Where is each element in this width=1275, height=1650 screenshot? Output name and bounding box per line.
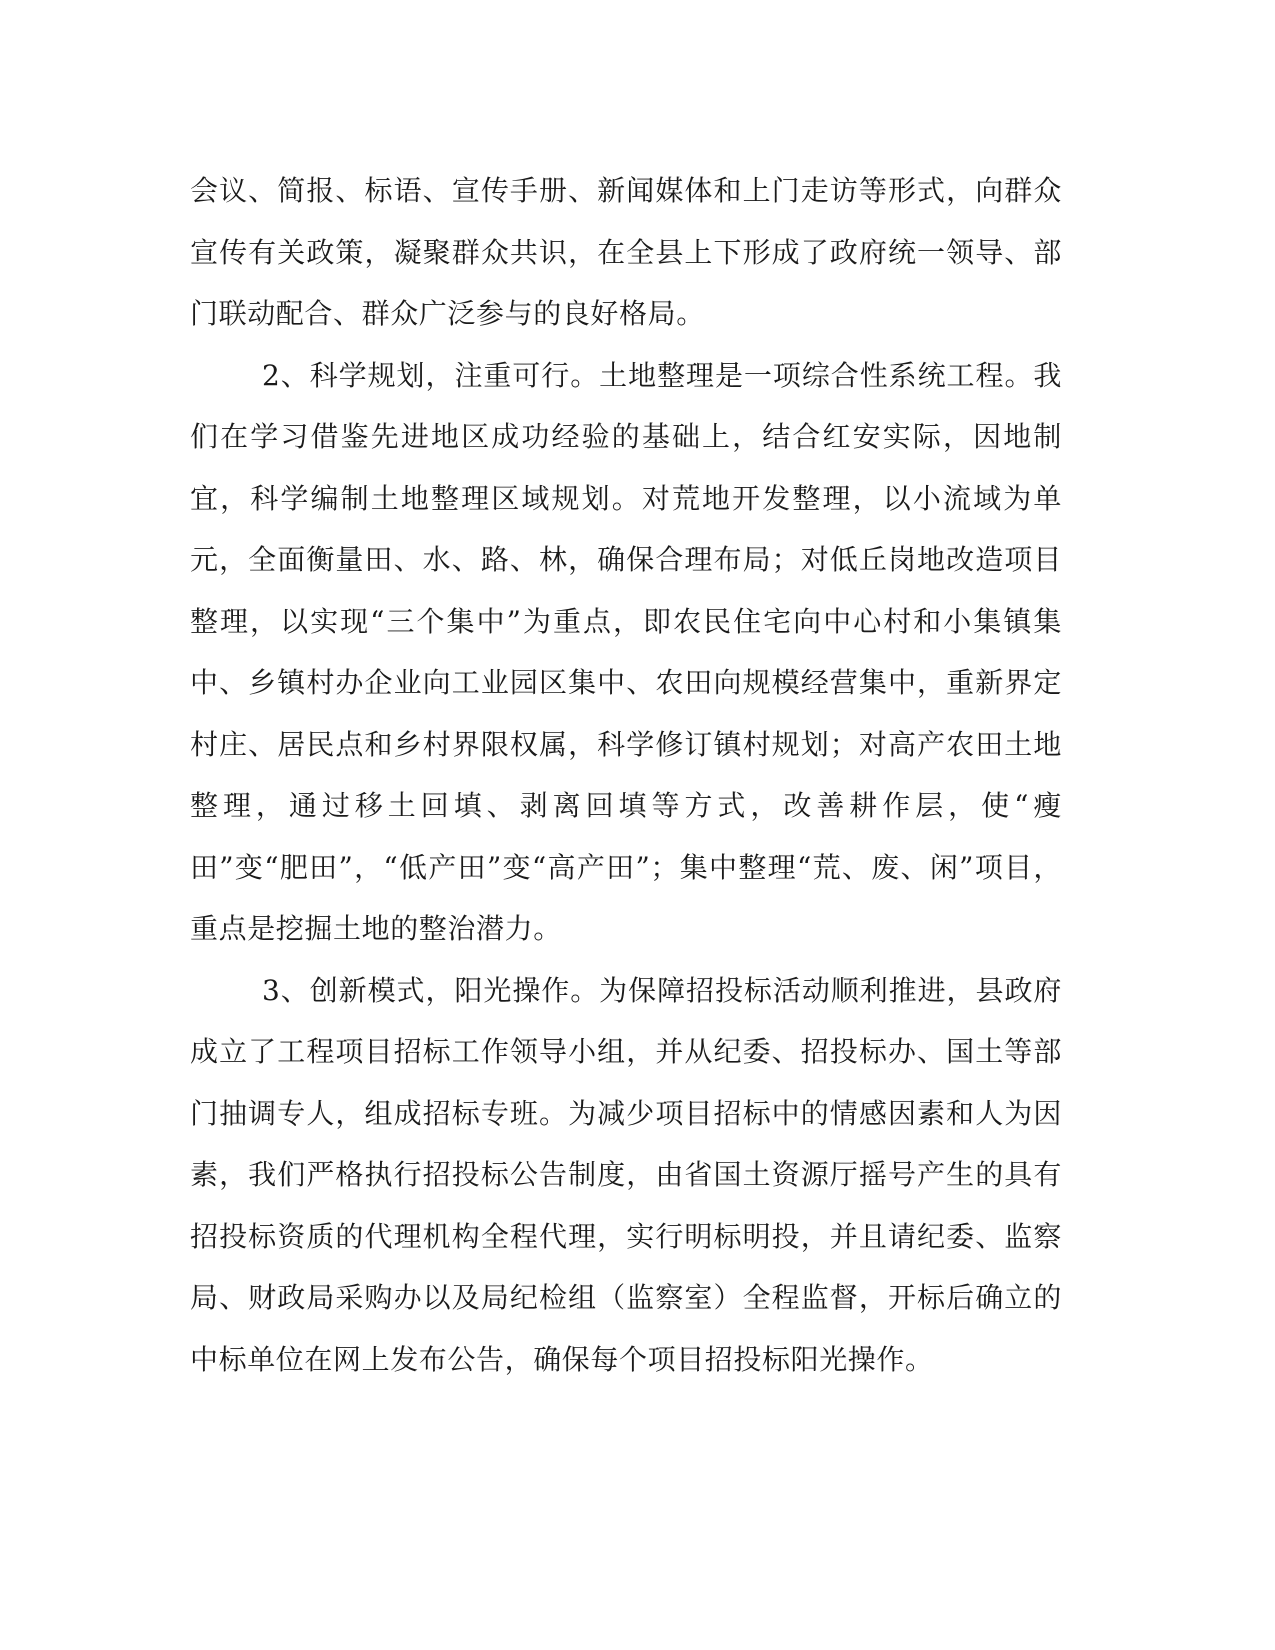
body-text [190,160,1062,1390]
paragraph-innovative-mode: 3、创新模式，阳光操作。为保障招投标活动顺利推进，县政府成立了工程项目招标工作领导小组，并从纪委、招投标办、国土等部门抽调专人，组成招标专班。为减少项目招标中的情感因素和人为因素，我们严格执行招投标公告制度，由省国土资源厅摇号产生的具有招投标资质的代理机构全程代理，实行明标明投，并且请纪委、监察局、财政局采购办以及局纪检组（监察室）全程监督，开标后确立的中标单位在网上发布公告，确保每个项目招投标阳光操作。 [190,973,1062,1376]
paragraph-continuation: 会议、简报、标语、宣传手册、新闻媒体和上门走访等形式，向群众宣传有关政策，凝聚群众共识，在全县上下形成了政府统一领导、部门联动配合、群众广泛参与的良好格局。 [190,174,1062,330]
paragraph-scientific-planning: 2、科学规划，注重可行。土地整理是一项综合性系统工程。我们在学习借鉴先进地区成功经验的基础上，结合红安实际，因地制宜，科学编制土地整理区域规划。对荒地开发整理，以小流域为单元，全面衡量田、水、路、林，确保合理布局；对低丘岗地改造项目整理，以实现“三个集中”为重点，即农民住宅向中心村和小集镇集中、乡镇村办企业向工业园区集中、农田向规模经营集中，重新界定村庄、居民点和乡村界限权属，科学修订镇村规划；对高产农田土地整理，通过移土回填、剥离回填等方式，改善耕作层，使“瘦田”变“肥田”，“低产田”变“高产田”；集中整理“荒、废、闲”项目，重点是挖掘土地的整治潜力。 [190,358,1062,945]
